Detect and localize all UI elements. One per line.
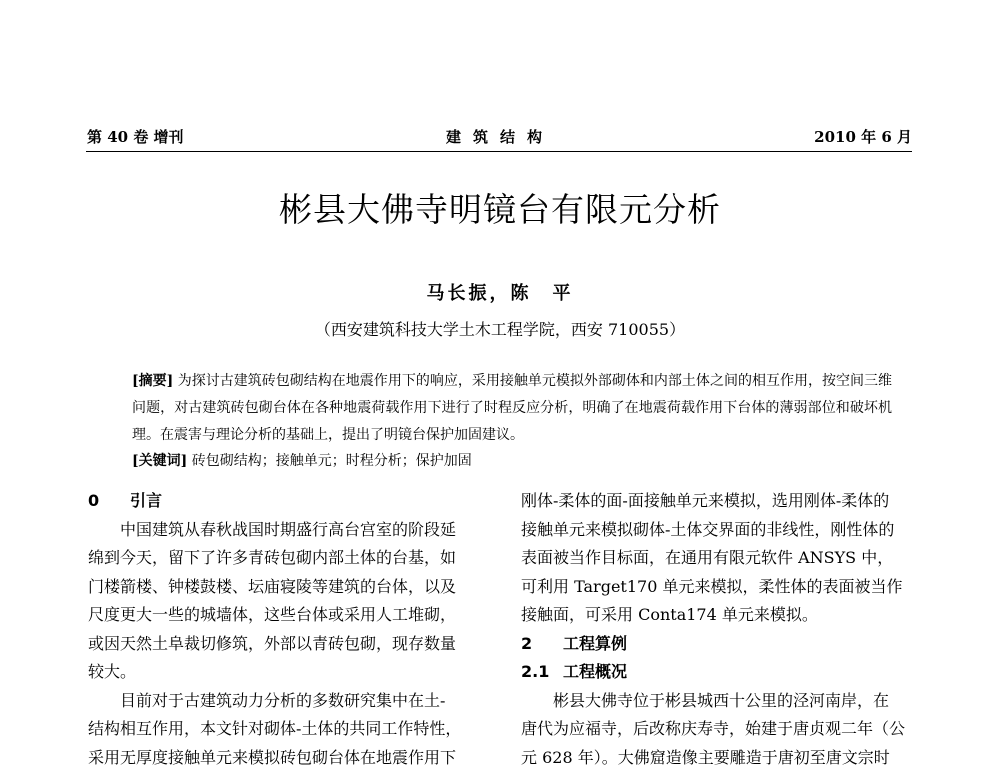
section-number: 2 — [521, 630, 563, 659]
section-title: 工程算例 — [563, 634, 627, 653]
text-line: 绵到今天，留下了许多青砖包砌内部土体的台基，如 — [88, 544, 481, 573]
journal-volume: 第 40 卷 增刊 — [87, 126, 184, 147]
abstract — [132, 368, 892, 449]
authors: 马长振，陈 平 — [0, 279, 1000, 305]
subsection-number: 2.1 — [521, 658, 563, 687]
journal-name: 建筑结构 — [0, 126, 1000, 147]
paper-title: 彬县大佛寺明镜台有限元分析 — [0, 184, 1000, 231]
text-line: 较大。 — [88, 658, 481, 687]
text-line: 刚体-柔体的面-面接触单元来模拟，选用刚体-柔体的 — [521, 487, 914, 516]
header-rule — [86, 151, 912, 152]
issue-date: 2010 年 6 月 — [814, 126, 912, 147]
affiliation: （西安建筑科技大学土木工程学院，西安 710055） — [0, 317, 1000, 340]
text-line: 接触单元来模拟砌体-土体交界面的非线性，刚性体的 — [521, 516, 914, 545]
keywords — [132, 448, 892, 475]
abstract-text: 为探讨古建筑砖包砌结构在地震作用下的响应，采用接触单元模拟外部砌体和内部土体之间的相互作用，按空间三维问题，对古建筑砖包砌台体在各种地震荷载作用下进行了时程反应分析，明确了在地震荷载作用下台体的薄弱部位和破坏机理。在震害与理论分析的基础上，提出了明镜台保护加固建议。 — [132, 373, 892, 443]
subsection-heading — [521, 658, 914, 687]
text-line: 采用无厚度接触单元来模拟砖包砌台体在地震作用下 — [88, 744, 481, 772]
section-number: 0 — [88, 487, 130, 516]
text-line: 尺度更大一些的城墙体，这些台体或采用人工堆砌， — [88, 601, 481, 630]
text-line: 可利用 Target170 单元来模拟，柔性体的表面被当作 — [521, 573, 914, 602]
abstract-label: [摘要] — [132, 373, 173, 389]
text-line: 元 628 年）。大佛窟造像主要雕造于唐初至唐文宗时 — [521, 744, 914, 772]
text-line: 门楼箭楼、钟楼鼓楼、坛庙寝陵等建筑的台体，以及 — [88, 573, 481, 602]
subsection-title: 工程概况 — [563, 662, 627, 681]
text-line: 或因天然土阜裁切修筑，外部以青砖包砌，现存数量 — [88, 630, 481, 659]
text-line: 接触面，可采用 Conta174 单元来模拟。 — [521, 601, 914, 630]
text-line: 表面被当作目标面，在通用有限元软件 ANSYS 中， — [521, 544, 914, 573]
section-heading — [88, 487, 481, 516]
left-column — [88, 487, 481, 772]
text-line: 结构相互作用，本文针对砌体-土体的共同工作特性， — [88, 715, 481, 744]
text-line: 唐代为应福寺，后改称庆寿寺，始建于唐贞观二年（公 — [521, 715, 914, 744]
text-line: 中国建筑从春秋战国时期盛行高台宫室的阶段延 — [88, 516, 481, 545]
text-line: 彬县大佛寺位于彬县城西十公里的泾河南岸，在 — [521, 687, 914, 716]
section-heading — [521, 630, 914, 659]
keywords-text: 砖包砌结构；接触单元；时程分析；保护加固 — [192, 453, 472, 469]
keywords-label: [关键词] — [132, 453, 187, 469]
right-column — [521, 487, 914, 772]
text-line: 目前对于古建筑动力分析的多数研究集中在土- — [88, 687, 481, 716]
section-title: 引言 — [130, 491, 162, 510]
